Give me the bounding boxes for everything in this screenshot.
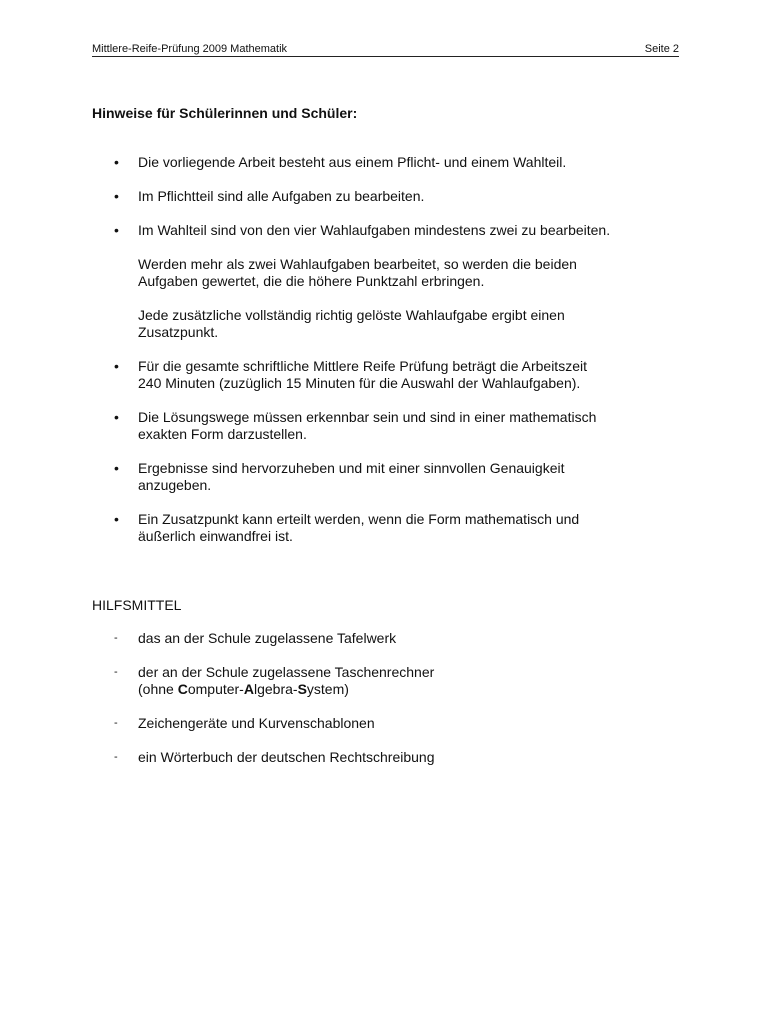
list-item-text	[138, 409, 682, 443]
text-line	[138, 681, 349, 697]
bullet-icon: •	[114, 222, 119, 238]
bullet-icon: •	[114, 188, 119, 204]
list-item-text: Zeichengeräte und Kurvenschablonen	[138, 715, 375, 731]
list-item	[92, 664, 682, 698]
note-line: Jede zusätzliche vollständig richtig gelöste Wahlaufgabe ergibt einen	[138, 307, 565, 323]
note-line: Werden mehr als zwei Wahlaufgaben bearbeitet, so werden die beiden	[138, 256, 577, 272]
list-item-text	[138, 664, 682, 698]
list-item-text	[138, 511, 682, 545]
note-line: Aufgaben gewertet, die die höhere Punktzahl erbringen.	[138, 273, 485, 289]
list-item	[92, 460, 682, 494]
list-item	[92, 715, 682, 732]
text-line: exakten Form darzustellen.	[138, 426, 307, 442]
list-item	[92, 358, 682, 392]
list-item	[92, 409, 682, 443]
emphasis-letter: A	[243, 681, 254, 697]
emphasis-letter: C	[177, 681, 188, 697]
list-item-text	[138, 460, 682, 494]
text-fragment: omputer-	[187, 681, 244, 697]
dash-icon: -	[114, 666, 118, 678]
text-line: der an der Schule zugelassene Taschenrechner	[138, 664, 435, 680]
list-item	[92, 630, 682, 647]
page-number: Seite 2	[644, 43, 679, 55]
list-item-text: das an der Schule zugelassene Tafelwerk	[138, 630, 397, 646]
aids-heading: HILFSMITTEL	[92, 597, 182, 613]
list-item	[92, 749, 682, 766]
bullet-icon: •	[114, 154, 119, 170]
document-title: Mittlere-Reife-Prüfung 2009 Mathematik	[92, 43, 288, 55]
text-line: Ergebnisse sind hervorzuheben und mit einer sinnvollen Genauigkeit	[138, 460, 565, 476]
text-line: Für die gesamte schriftliche Mittlere Reife Prüfung beträgt die Arbeitszeit	[138, 358, 587, 374]
text-fragment: (ohne	[138, 681, 178, 697]
dash-icon: -	[114, 717, 118, 729]
list-item-text: Im Wahlteil sind von den vier Wahlaufgaben mindestens zwei zu bearbeiten.	[138, 222, 611, 238]
text-line: Die Lösungswege müssen erkennbar sein und sind in einer mathematisch	[138, 409, 597, 425]
text-fragment: lgebra-	[253, 681, 298, 697]
dash-icon: -	[114, 751, 118, 763]
emphasis-letter: S	[297, 681, 307, 697]
dash-icon: -	[114, 632, 118, 644]
list-item-text: Die vorliegende Arbeit besteht aus einem Pflicht- und einem Wahlteil.	[138, 154, 567, 170]
list-item	[92, 222, 682, 341]
text-line: 240 Minuten (zuzüglich 15 Minuten für die Auswahl der Wahlaufgaben).	[138, 375, 581, 391]
instructions-heading: Hinweise für Schülerinnen und Schüler:	[92, 105, 358, 121]
list-item	[92, 154, 682, 171]
bullet-icon: •	[114, 460, 119, 476]
text-line: äußerlich einwandfrei ist.	[138, 528, 293, 544]
bullet-icon: •	[114, 511, 119, 527]
list-item	[92, 511, 682, 545]
list-item-text: ein Wörterbuch der deutschen Rechtschreibung	[138, 749, 435, 765]
note-line: Zusatzpunkt.	[138, 324, 219, 340]
list-item-note	[138, 256, 682, 290]
list-item	[92, 188, 682, 205]
bullet-icon: •	[114, 409, 119, 425]
text-line: anzugeben.	[138, 477, 212, 493]
text-line: Ein Zusatzpunkt kann erteilt werden, wenn die Form mathematisch und	[138, 511, 580, 527]
instructions-list	[92, 154, 682, 562]
list-item-text	[138, 358, 682, 392]
aids-list	[92, 630, 682, 783]
bullet-icon: •	[114, 358, 119, 374]
list-item-note	[138, 307, 682, 341]
list-item-text: Im Pflichtteil sind alle Aufgaben zu bearbeiten.	[138, 188, 425, 204]
text-fragment: ystem)	[306, 681, 349, 697]
page-header	[92, 42, 679, 57]
